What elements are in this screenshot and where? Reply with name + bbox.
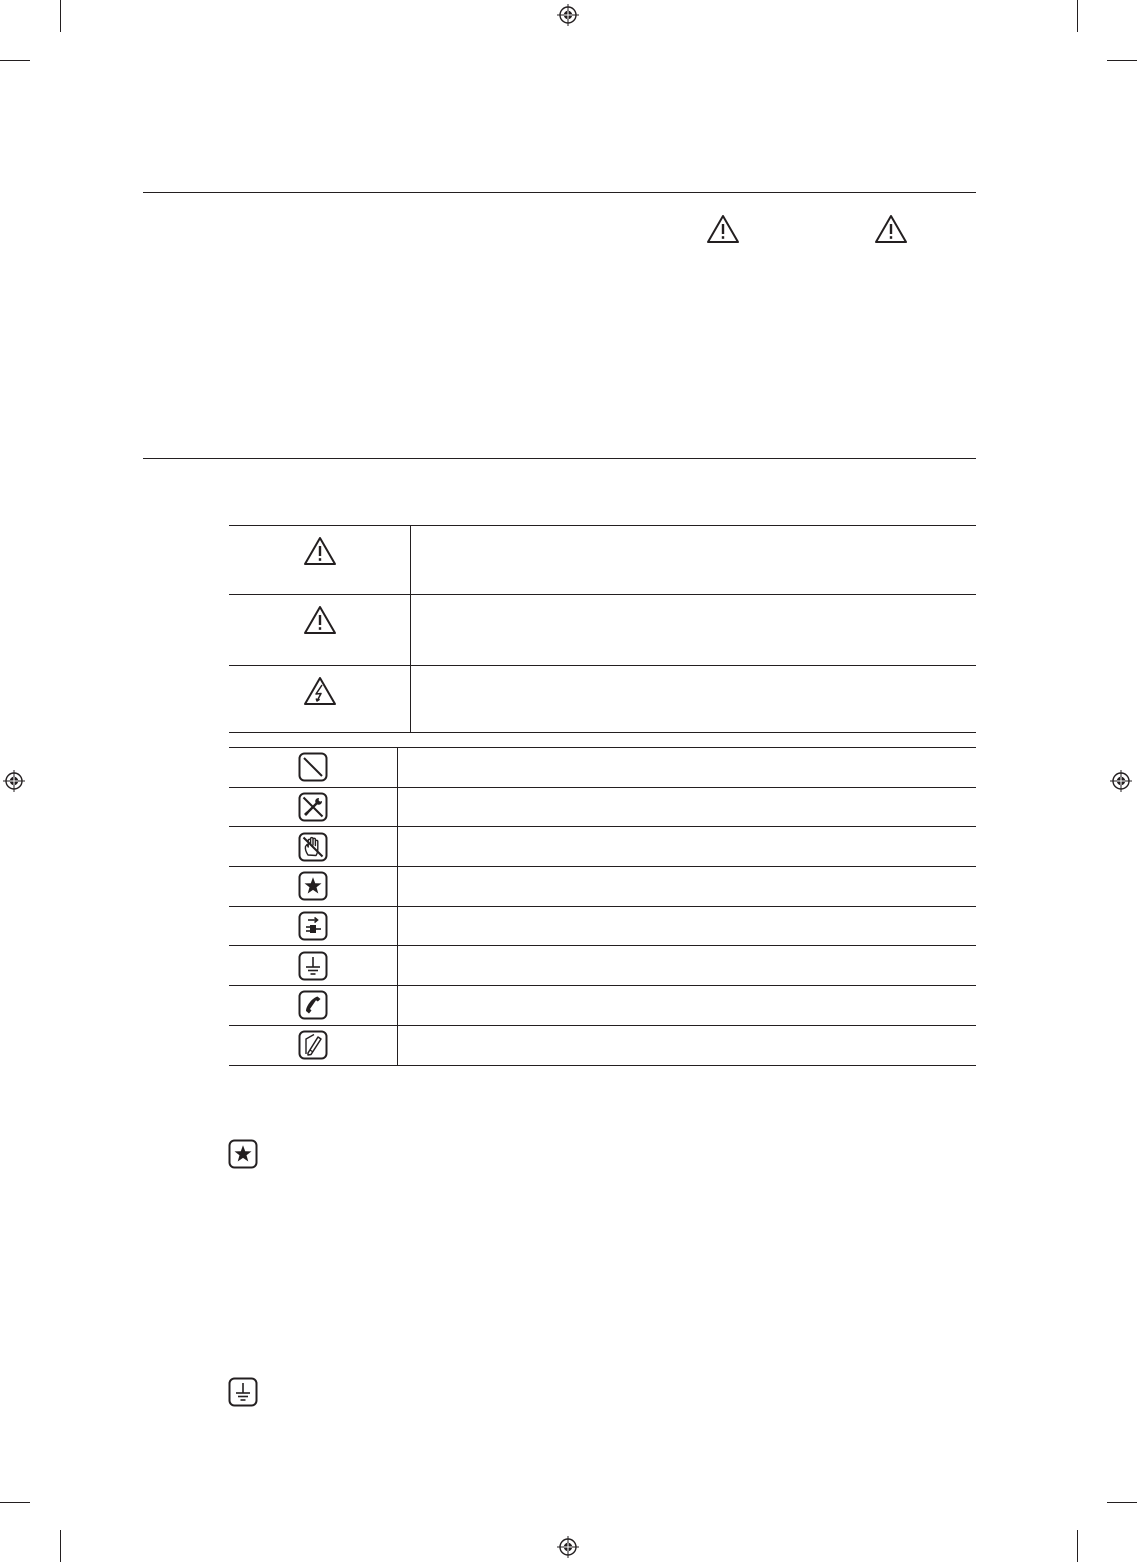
contact-service-icon: [298, 990, 328, 1020]
crop-mark-bottom-right-horizontal: [1107, 1502, 1137, 1503]
warning-triangle-icon: [874, 214, 908, 244]
pictogram-symbol-cell: [229, 1026, 398, 1065]
pictogram-symbol-cell: [229, 907, 398, 946]
registration-target-icon: [3, 770, 25, 792]
warning-triangle-icon: [303, 536, 337, 566]
crop-mark-bottom-left-horizontal: [0, 1502, 30, 1503]
pictogram-symbol-cell: [229, 986, 398, 1025]
pictogram-description-cell: [398, 946, 976, 985]
signal-symbol-cell: [229, 526, 411, 594]
prohibited-icon: [298, 752, 328, 782]
do-not-disassemble-icon: [298, 792, 328, 822]
table-row: [229, 986, 976, 1026]
section-bottom-rule: [143, 458, 976, 459]
crop-mark-top-left-vertical: [60, 0, 61, 32]
pictogram-description-cell: [398, 748, 976, 787]
pictogram-symbol-cell: [229, 788, 398, 827]
table-row: [229, 907, 976, 947]
table-row: [229, 748, 976, 788]
crop-mark-bottom-left-vertical: [60, 1530, 61, 1562]
pictogram-symbol-cell: [229, 867, 398, 906]
pictogram-symbol-cell: [229, 946, 398, 985]
signal-symbol-cell: [229, 595, 411, 665]
ground-icon: [298, 951, 328, 981]
pictogram-symbol-cell: [229, 748, 398, 787]
crop-mark-top-left-horizontal: [0, 60, 30, 61]
pictogram-symbol-cell: [229, 827, 398, 866]
crop-mark-top-right-horizontal: [1107, 60, 1137, 61]
table-row: [229, 946, 976, 986]
table-row: [229, 595, 976, 666]
do-not-touch-icon: [298, 832, 328, 862]
pictogram-description-cell: [398, 788, 976, 827]
pictogram-description-cell: [398, 1026, 976, 1065]
follow-directions-icon: [298, 871, 328, 901]
crop-mark-bottom-right-vertical: [1077, 1530, 1078, 1562]
signal-word-table: [229, 525, 976, 733]
electric-shock-triangle-icon: [303, 676, 337, 706]
warning-triangle-icon: [706, 214, 740, 244]
pictogram-description-cell: [398, 986, 976, 1025]
section-top-rule: [143, 192, 976, 193]
registration-target-icon: [557, 1536, 579, 1558]
table-row: [229, 827, 976, 867]
registration-target-icon: [557, 4, 579, 26]
table-row: [229, 526, 976, 595]
table-row: [229, 666, 976, 732]
unplug-power-icon: [298, 911, 328, 941]
ground-icon: [228, 1377, 258, 1407]
registration-target-icon: [1110, 770, 1132, 792]
crop-mark-top-right-vertical: [1077, 0, 1078, 32]
pictogram-description-cell: [398, 907, 976, 946]
pictogram-description-cell: [398, 867, 976, 906]
table-row: [229, 867, 976, 907]
follow-directions-icon: [228, 1139, 258, 1169]
table-row: [229, 788, 976, 828]
pictogram-description-cell: [398, 827, 976, 866]
signal-symbol-cell: [229, 666, 411, 732]
pictogram-table: [229, 747, 976, 1066]
table-row: [229, 1026, 976, 1066]
note-icon: [298, 1030, 328, 1060]
signal-description-cell: [411, 666, 976, 732]
signal-description-cell: [411, 526, 976, 594]
warning-triangle-icon: [303, 605, 337, 635]
signal-description-cell: [411, 595, 976, 665]
